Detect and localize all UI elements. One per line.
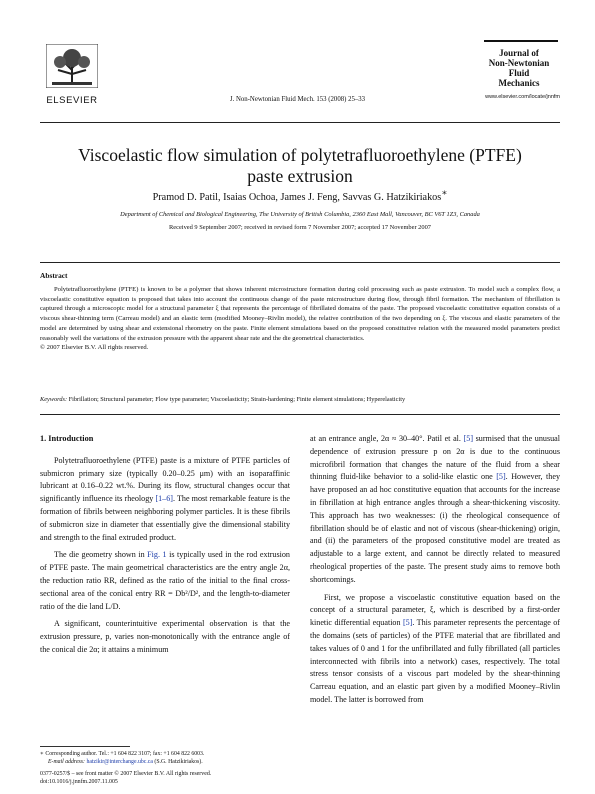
- keywords-label: Keywords:: [40, 396, 68, 403]
- paragraph-text: at an entrance angle, 2α ≈ 30–40°. Patil et al.: [310, 434, 464, 443]
- paragraph-text: surmised that the unusual dependence of extrusion pressure p on 2α is due to the continuous microfibril formation that changes the nature of the fluid from a shear thinning fluid-like behavior to a solid-like elastic one: [310, 434, 560, 482]
- doi-line[interactable]: doi:10.1016/j.jnnfm.2007.11.005: [40, 779, 118, 786]
- authors-text: Pramod D. Patil, Isaias Ochoa, James J. Feng, Savvas G. Hatzikiriakos: [152, 192, 442, 203]
- paragraph-text: . This parameter represents the percentage of the domains (sets of particles) of the PTFE material that are fibrillated and takes values of 0 and 1 for the unfibrillated and fully fibrillated (all particles interconnected with fibrils into a network) cases, respectively. The total stress tensor consists of a viscous part modeled by the shear-thinning Carreau equation, and an elastic part given by a modified Mooney–Rivlin model. The latter is borrowed from: [310, 618, 560, 704]
- bottom-info: [40, 770, 340, 787]
- author-list: [40, 187, 560, 203]
- abstract-heading: Abstract: [40, 271, 68, 280]
- body-column-right: [310, 433, 560, 707]
- keywords: [40, 396, 560, 403]
- email-suffix: (S.G. Hatzikiriakos).: [152, 759, 203, 765]
- paragraph-text: Polytetrafluoroethylene (PTFE) paste is a mixture of PTFE particles of submicron primary size (typically 0.20–0.25 μm) with an isoparaffinic lubricant at 0.16–0.22 wt.%. During its flow, structural changes occur that significantly influence its rheology: [40, 455, 290, 504]
- journal-logo-bar: [484, 40, 558, 42]
- footnote-divider: [40, 746, 130, 747]
- paragraph: [310, 592, 560, 707]
- corresponding-author-mark[interactable]: ∗: [441, 187, 448, 198]
- paragraph-text: . The most remarkable feature is the formation of fibrils between neighboring polymer particles. It is these fibrils of submicron size in diameter that essentially give the dimensional stability and strength to the final extruded product.: [40, 494, 290, 542]
- paragraph: [40, 549, 290, 613]
- title-line: Viscoelastic flow simulation of polytetrafluoroethylene (PTFE): [78, 145, 522, 165]
- footnote: [40, 750, 300, 766]
- citation-link[interactable]: [5]: [402, 618, 413, 628]
- publisher-name: ELSEVIER: [46, 95, 98, 106]
- paragraph-text: First, we propose a viscoelastic constitutive equation based on the concept of a structural parameter, ξ, which is described by a first-order kinetic differential equation: [310, 592, 560, 628]
- keywords-list: Fibrillation; Structural parameter; Flow type parameter; Viscoelasticity; Strain-hardening; Finite element simulations; Hyperelasticity: [68, 396, 406, 403]
- abstract-text: Polytetrafluoroethylene (PTFE) is known to be a polymer that shows inherent microstructure formation during cold processing such as paste extrusion. To model such a complex flow, a viscoelastic constitutive equation is proposed that takes into account the continuous change of the paste microstructure during flow, through fibril formation. The mechanism of fibrillation is captured through a microscopic model for a structural parameter ξ that represents the percentage of fibrillated domains of the paste. The proposed viscoelastic constitutive equation consists of a viscous shear-thinning term (Carreau model) and an elastic term (modified Mooney–Rivlin model), the relative contribution of the two depending on ξ. The viscous and elastic parameters of the model are determined by using shear and extensional rheometry on the paste. Finite element simulations based on the proposed constitutive relation with the measured model parameters predict reasonably well the variations of the extrusion pressure with the apparent shear rate and the die geometrical characteristics.: [40, 286, 560, 342]
- email-link[interactable]: hatzikir@interchange.ubc.ca: [86, 759, 153, 765]
- figure-link[interactable]: Fig. 1: [147, 550, 167, 560]
- body-column-left: [40, 433, 290, 657]
- journal-logo-line: Non-Newtonian: [488, 58, 550, 68]
- abstract-divider-top: [40, 262, 560, 263]
- journal-logo-title: [478, 48, 560, 88]
- journal-citation: J. Non-Newtonian Fluid Mech. 153 (2008) 25–33: [229, 96, 366, 103]
- paragraph-text: is typically used in the rod extrusion of PTFE paste. The main geometrical characteristics are the entry angle 2α, the reduction ratio RR, defined as the ratio of the initial to the final cross-sectional area of the conical entry RR = Db²/D², and the length-to-diameter ratio of the die land L/D.: [40, 550, 290, 611]
- affiliation: Department of Chemical and Biological Engineering, The University of British Columbia, 2360 East Mall, Vancouver, BC V6T 1Z3, Canada: [120, 211, 480, 218]
- citation-link[interactable]: [5]: [496, 472, 506, 482]
- footnote-email-line: [40, 758, 300, 766]
- paragraph: [310, 433, 560, 587]
- received-dates: Received 9 September 2007; received in revised form 7 November 2007; accepted 17 November 2007: [169, 224, 431, 231]
- journal-logo-line: Mechanics: [498, 78, 540, 88]
- title-line: paste extrusion: [247, 166, 353, 186]
- abstract-body: [40, 285, 560, 353]
- header-divider: [40, 122, 560, 123]
- abstract-divider-bottom: [40, 414, 560, 415]
- paragraph-text: The die geometry shown in: [54, 550, 148, 560]
- paragraph: [40, 455, 290, 545]
- abstract-copyright: © 2007 Elsevier B.V. All rights reserved.: [40, 344, 149, 352]
- paragraph: A significant, counterintuitive experimental observation is that the extrusion pressure, p, varies non-monotonically with the entrance angle of the conical die 2α; it attains a minimum: [40, 619, 290, 654]
- issn-line: 0377-0257/$ – see front matter © 2007 Elsevier B.V. All rights reserved.: [40, 771, 212, 777]
- paragraph-text: . However, they have proposed an ad hoc constitutive equation that accounts for the increase in fibrillation at high entrance angles through a shear-thickening viscosity. This approach has two weaknesses: (i) the rheological consequence of fibrillation should be of elastic and not of viscous (shear-thickening) origin, and (ii) the parameters of the proposed constitutive model are treated as adjustable to a large extent, and cannot be directly related to measured rheological properties of the paste. The present study aims to remove both shortcomings.: [310, 472, 560, 584]
- citation-link[interactable]: [1–6]: [155, 494, 173, 504]
- journal-logo-line: Fluid: [508, 68, 530, 78]
- article-title: [40, 145, 560, 187]
- email-label: E-mail address:: [48, 759, 85, 765]
- elsevier-logo: [42, 44, 102, 106]
- footnote-corresponding: ∗ Corresponding author. Tel.: +1 604 822 3107; fax: +1 604 822 6003.: [40, 751, 205, 757]
- journal-logo-line: Journal of: [499, 48, 539, 58]
- journal-url[interactable]: www.elsevier.com/locate/jnnfm: [485, 94, 560, 100]
- citation-link[interactable]: [5]: [463, 434, 474, 443]
- elsevier-tree-icon: [46, 44, 98, 88]
- section-heading-introduction: 1. Introduction: [40, 434, 94, 443]
- journal-logo: [478, 40, 560, 116]
